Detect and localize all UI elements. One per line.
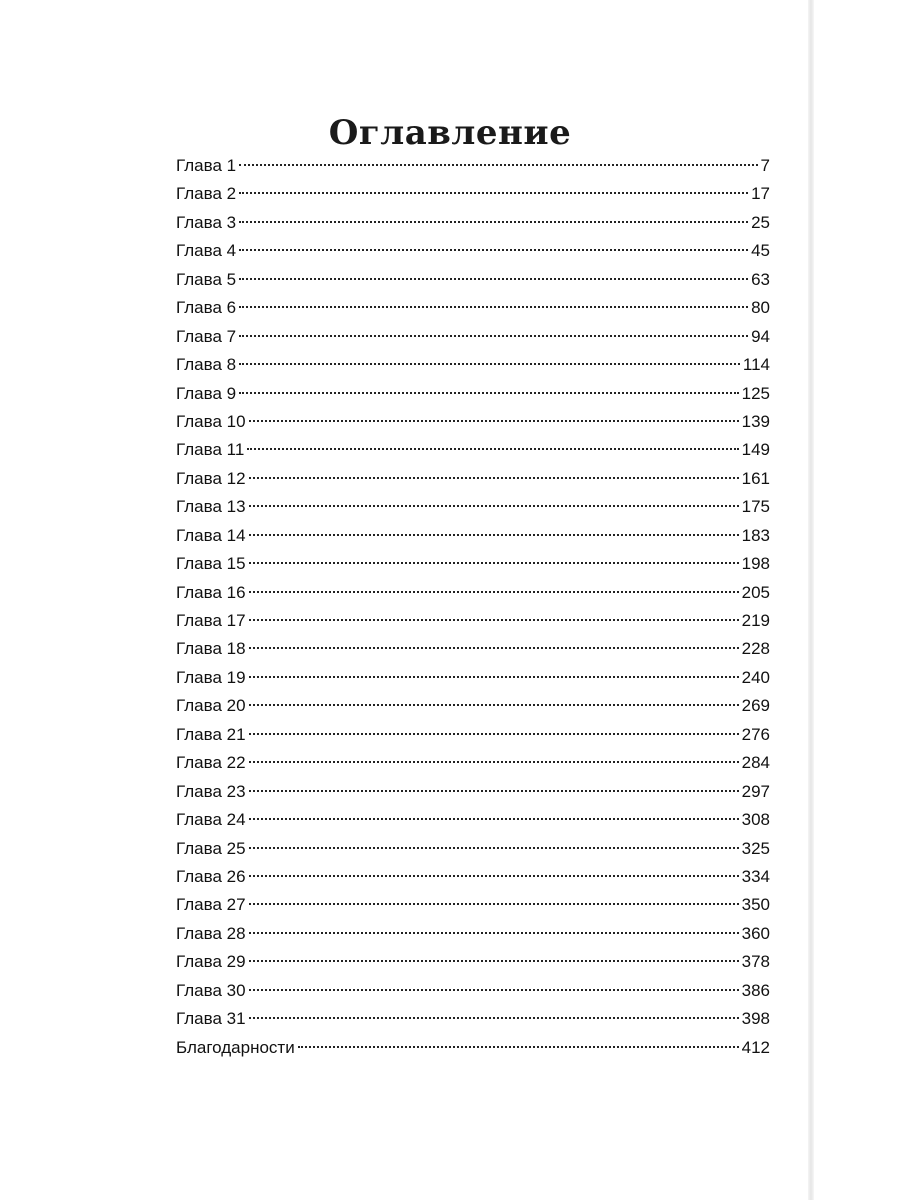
toc-entry-page-number: 350 (741, 895, 770, 915)
toc-entry (176, 465, 770, 493)
toc-entry (176, 436, 770, 464)
dot-leader (249, 591, 739, 593)
dot-leader (249, 790, 739, 792)
toc-entry (176, 579, 770, 607)
dot-leader (239, 306, 748, 308)
toc-entry-label: Глава 11 (176, 440, 245, 460)
toc-entry-label: Глава 8 (176, 355, 237, 375)
toc-entry-label: Глава 29 (176, 952, 246, 972)
toc-entry-page-number: 7 (760, 156, 770, 175)
toc-entry-page-number: 114 (742, 355, 770, 375)
dot-leader (247, 448, 738, 450)
toc-entry (176, 1005, 770, 1033)
dot-leader (249, 477, 739, 479)
toc-entry-page-number: 284 (741, 753, 770, 773)
toc-entry-page-number: 45 (751, 241, 770, 261)
toc-entry-label: Глава 18 (176, 639, 246, 659)
toc-entry-label: Глава 6 (176, 298, 237, 318)
toc-entry-label: Глава 5 (176, 269, 237, 289)
toc-entry-page-number: 161 (741, 468, 770, 488)
toc-entry (176, 891, 770, 919)
toc-entry-label: Глава 15 (176, 554, 246, 574)
toc-entry-page-number: 149 (741, 440, 770, 460)
toc-entry (176, 977, 770, 1005)
toc-entry-label: Глава 26 (176, 866, 246, 886)
toc-entry-page-number: 175 (741, 497, 770, 517)
dot-leader (239, 363, 740, 365)
toc-entry (176, 351, 770, 379)
toc-entry-page-number: 360 (741, 923, 770, 943)
toc-entry (176, 180, 770, 208)
toc-entry-label: Глава 20 (176, 696, 246, 716)
toc-entry-page-number: 325 (741, 838, 770, 858)
toc-entry-page-number: 334 (741, 866, 770, 886)
dot-leader (249, 676, 739, 678)
toc-entry-label: Глава 7 (176, 326, 237, 346)
dot-leader (249, 704, 739, 706)
toc-entry-page-number: 276 (741, 724, 770, 744)
dot-leader (249, 534, 739, 536)
toc-entry-page-number: 398 (741, 1009, 770, 1029)
toc-entry (176, 294, 770, 322)
toc-entry-label: Благодарности (176, 1037, 295, 1057)
toc-entry-label: Глава 21 (176, 724, 246, 744)
dot-leader (249, 562, 739, 564)
toc-entry (176, 550, 770, 578)
toc-entry (176, 152, 770, 180)
dot-leader (249, 960, 739, 962)
toc-entry (176, 209, 770, 237)
toc-entry (176, 948, 770, 976)
dot-leader (249, 989, 739, 991)
dot-leader (249, 1017, 739, 1019)
toc-entry-page-number: 80 (751, 298, 770, 318)
toc-entry (176, 806, 770, 834)
toc-entry (176, 721, 770, 749)
toc-entry-label: Глава 13 (176, 497, 246, 517)
toc-entry-page-number: 94 (751, 326, 770, 346)
dot-leader (249, 903, 739, 905)
toc-entry-page-number: 240 (741, 667, 770, 687)
toc-entry-page-number: 386 (741, 980, 770, 1000)
toc-entry-page-number: 269 (741, 696, 770, 716)
toc-entry (176, 408, 770, 436)
toc-entry (176, 692, 770, 720)
toc-entry-label: Глава 24 (176, 810, 246, 830)
dot-leader (249, 875, 739, 877)
toc-entry-label: Глава 1 (176, 156, 237, 175)
toc-entry-label: Глава 23 (176, 781, 246, 801)
dot-leader (249, 619, 739, 621)
toc-entry (176, 522, 770, 550)
toc-entry-page-number: 25 (751, 212, 770, 232)
page-title: Оглавление (328, 112, 572, 153)
toc-entry (176, 607, 770, 635)
toc-entry-page-number: 63 (751, 269, 770, 289)
dot-leader (249, 847, 739, 849)
toc-entry-page-number: 198 (741, 554, 770, 574)
toc-entry-page-number: 228 (741, 639, 770, 659)
toc-entry-label: Глава 30 (176, 980, 246, 1000)
toc-entry-label: Глава 16 (176, 582, 246, 602)
toc-entry-label: Глава 9 (176, 383, 237, 403)
dot-leader (239, 164, 757, 166)
toc-entry-label: Глава 2 (176, 184, 237, 204)
toc-entry-label: Глава 14 (176, 525, 246, 545)
dot-leader (239, 392, 739, 394)
toc-entry-label: Глава 12 (176, 468, 246, 488)
toc-entry-page-number: 139 (741, 411, 770, 431)
toc-entry (176, 1034, 770, 1062)
toc-entry-page-number: 378 (741, 952, 770, 972)
toc-entry (176, 237, 770, 265)
toc-entry-label: Глава 4 (176, 241, 237, 261)
toc-entry-page-number: 297 (741, 781, 770, 801)
toc-entry (176, 493, 770, 521)
toc-entry-label: Глава 19 (176, 667, 246, 687)
dot-leader (249, 420, 739, 422)
toc-entry-label: Глава 17 (176, 611, 246, 630)
dot-leader (239, 335, 748, 337)
toc-entry (176, 835, 770, 863)
toc-entry (176, 635, 770, 663)
dot-leader (239, 221, 748, 223)
toc-entry-label: Глава 28 (176, 923, 246, 943)
dot-leader (249, 505, 739, 507)
dot-leader (249, 647, 739, 649)
toc-entry (176, 778, 770, 806)
toc-entry-page-number: 308 (741, 810, 770, 830)
toc-entry (176, 863, 770, 891)
dot-leader (249, 761, 739, 763)
toc-entry (176, 266, 770, 294)
toc-entry-label: Глава 22 (176, 753, 246, 773)
toc-entry-page-number: 205 (741, 582, 770, 602)
toc-entry-page-number: 125 (741, 383, 770, 403)
dot-leader (249, 818, 739, 820)
toc-entry-label: Глава 27 (176, 895, 246, 915)
toc-entry-label: Глава 3 (176, 212, 237, 232)
toc-entry-label: Глава 10 (176, 411, 246, 431)
toc-entry (176, 380, 770, 408)
toc-entry (176, 749, 770, 777)
toc-entry (176, 664, 770, 692)
toc-entry-page-number: 412 (741, 1037, 770, 1057)
page-edge-shadow (808, 0, 814, 1200)
toc-entry-page-number: 183 (741, 525, 770, 545)
dot-leader (249, 733, 739, 735)
toc-entry (176, 323, 770, 351)
toc-entry (176, 920, 770, 948)
dot-leader (239, 278, 748, 280)
table-of-contents (176, 152, 770, 1062)
dot-leader (239, 192, 748, 194)
toc-entry-page-number: 219 (741, 611, 770, 630)
dot-leader (298, 1046, 739, 1048)
dot-leader (239, 249, 748, 251)
toc-entry-label: Глава 25 (176, 838, 246, 858)
toc-entry-page-number: 17 (751, 184, 770, 204)
toc-entry-label: Глава 31 (176, 1009, 246, 1029)
dot-leader (249, 932, 739, 934)
